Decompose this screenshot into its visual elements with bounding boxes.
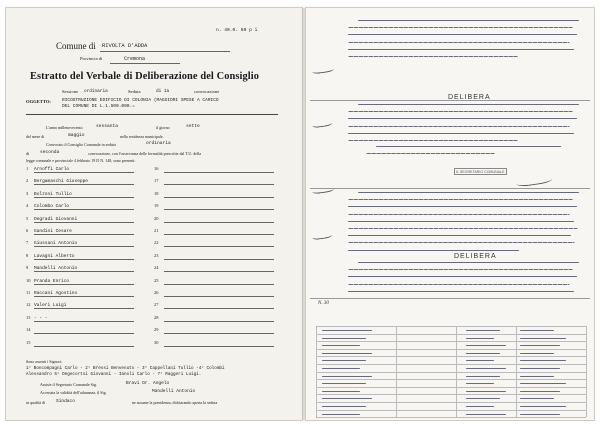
handwritten-line	[358, 104, 579, 105]
table-cell-handwriting	[520, 414, 560, 415]
entry-separator	[310, 298, 590, 299]
table-cell-handwriting	[466, 414, 506, 415]
handwritten-line	[366, 153, 495, 154]
table-cell-handwriting	[322, 376, 372, 377]
table-cell-handwriting	[322, 398, 372, 399]
member-row	[26, 340, 34, 346]
printed-form-page	[6, 8, 302, 420]
handwritten-line	[348, 235, 571, 236]
table-rule	[316, 387, 586, 388]
table-cell-handwriting	[520, 376, 554, 377]
oggetto-line-2: DEL COMUNE DI L.1.500.000.=	[62, 104, 135, 109]
table-cell-handwriting	[520, 338, 566, 339]
member-number: 21	[154, 228, 159, 233]
member-number: 27	[154, 302, 159, 308]
margin-signature-4	[312, 231, 333, 241]
member-name: Pranda Enrico	[34, 278, 70, 284]
convocazione-label: convocazione	[194, 89, 220, 94]
mese-label: del mese di	[26, 134, 45, 139]
table-cell-handwriting	[520, 383, 566, 384]
member-number: 12	[26, 302, 31, 308]
handwritten-line	[348, 42, 570, 43]
table-cell-handwriting	[322, 360, 366, 361]
margin-signature-1	[312, 65, 335, 75]
table-rule	[316, 417, 586, 418]
member-name: Colombo Carlo	[34, 204, 70, 210]
handwritten-line	[348, 269, 573, 270]
handwritten-line	[348, 221, 574, 222]
handwritten-line	[348, 140, 518, 141]
comune-label: Comune di	[56, 41, 96, 51]
member-name: Degradi Giovanni	[34, 216, 78, 222]
handwritten-line	[348, 276, 577, 277]
member-name: Raccani Agostino	[34, 291, 78, 296]
handwritten-line	[348, 291, 574, 292]
table-cell-handwriting	[466, 406, 494, 407]
legge-text-2: legge comunale e provinciale 4 febbraio 1915 N. 148, sono presenti:	[26, 158, 136, 163]
assenti-line-1: 1° Boncompagni Carlo - 2° Bressi Benvenuto - 3° Cappellani Tullio -4° Colombi	[26, 366, 225, 371]
entry-separator	[310, 188, 590, 189]
member-name: Gandini Cesare	[34, 229, 72, 234]
numero-label: Accertata la validità dell'adunanza, il Sig.	[40, 390, 107, 395]
handwritten-line	[348, 126, 570, 127]
member-number: 29	[154, 327, 159, 333]
giorno-value: sette	[186, 124, 200, 129]
member-number: 15	[26, 339, 31, 345]
table-cell-handwriting	[520, 330, 554, 331]
table-cell-handwriting	[466, 368, 506, 369]
residenza-text: nella residenza municipale.	[120, 134, 164, 139]
handwritten-line	[358, 20, 579, 21]
qualita-value: Sindaco	[56, 399, 75, 404]
handwritten-line	[358, 192, 579, 193]
table-cell-handwriting	[322, 406, 366, 407]
anno-value: sessanta	[96, 124, 119, 129]
provincia-name: Cremona	[124, 56, 146, 62]
member-number: 9	[26, 265, 29, 271]
numero-value: Mandelli Antonio	[152, 389, 196, 394]
convocato-value: ordinaria	[146, 141, 171, 146]
assenti-label: Sono assenti i Signori:	[26, 359, 63, 364]
table-column-rule	[396, 326, 397, 417]
member-number: 8	[26, 252, 29, 258]
member-number: 6	[26, 228, 29, 233]
member-number: 7	[26, 240, 29, 246]
table-rule	[316, 356, 586, 357]
table-cell-handwriting	[322, 338, 366, 339]
handwritten-line	[348, 228, 578, 229]
qualita-tail: ne assume la presidenza, dichiarando aperta la seduta	[132, 400, 218, 405]
handwritten-line	[348, 27, 573, 28]
prima-value: seconda	[40, 150, 60, 155]
sessione-label: Sessione	[62, 89, 79, 94]
document-title: Estratto del Verbale di Deliberazione del Consiglio	[30, 71, 260, 82]
member-number: 3	[26, 190, 29, 196]
table-cell-handwriting	[466, 353, 500, 354]
member-name: Giussani Antonio	[34, 241, 78, 247]
handwritten-line	[348, 133, 574, 134]
table-cell-handwriting	[466, 376, 500, 377]
member-number: 25	[154, 277, 159, 283]
secretary-signature	[516, 174, 553, 188]
member-name: Valeri Luigi	[34, 303, 67, 309]
member-number: 5	[26, 215, 29, 221]
anno-label: L'anno millenovecento	[46, 125, 83, 130]
oggetto-line-1: RICOSTRUZIONE EDIFICIO DI COLONIA (MAGGIORI SPESE A CARICO	[62, 98, 219, 103]
table-cell-handwriting	[466, 383, 494, 384]
table-cell-handwriting	[520, 406, 566, 407]
table-cell-handwriting	[520, 398, 554, 399]
handwritten-line	[348, 34, 577, 35]
section-number: N. 30	[318, 301, 329, 306]
convocato-text: Convocato il Consiglio Comunale in seduta	[46, 142, 116, 147]
member-number: 1	[26, 166, 29, 171]
member-number: 19	[154, 203, 159, 209]
table-cell-handwriting	[520, 353, 554, 354]
table-cell-handwriting	[520, 345, 560, 346]
member-number: 28	[154, 314, 159, 320]
table-cell-handwriting	[322, 391, 360, 392]
handwritten-line	[348, 199, 573, 200]
handwritten-line	[358, 262, 579, 263]
member-number: 16	[154, 166, 159, 171]
member-number: 4	[26, 203, 29, 209]
table-rule	[316, 402, 586, 403]
table-cell-handwriting	[322, 330, 372, 331]
oggetto-label: OGGETTO:	[26, 99, 51, 104]
member-name: Bergamaschi Giuseppe	[34, 179, 89, 185]
segretario-value: Bravi Dr. Angelo	[126, 381, 170, 386]
table-cell-handwriting	[466, 391, 506, 392]
member-number: 23	[154, 252, 159, 258]
table-column-rule	[456, 326, 457, 417]
table-column-rule	[316, 326, 317, 417]
assenti-line-2: Alessandro 5° Degecortsi Giovanni - Ianoli Carlo - 7° Raggeri Luigi.	[26, 372, 202, 377]
table-cell-handwriting	[322, 383, 366, 384]
member-name: Bolzoni Tullio	[34, 191, 72, 197]
handwritten-line	[348, 214, 570, 215]
member-name: Lavagni Alberto	[34, 253, 75, 259]
table-rule	[316, 334, 586, 335]
member-row	[26, 327, 34, 333]
provincia-label: Provincia di	[80, 56, 103, 61]
table-cell-handwriting	[322, 414, 360, 415]
qualita-label: in qualità di	[26, 400, 46, 405]
table-column-rule	[516, 326, 517, 417]
table-cell-handwriting	[322, 368, 360, 369]
margin-signature-2	[312, 119, 333, 129]
table-cell-handwriting	[520, 360, 566, 361]
sessione-value: ordinaria	[84, 89, 108, 94]
member-number: 24	[154, 265, 159, 271]
member-number: 26	[154, 290, 159, 295]
handwritten-page	[306, 8, 594, 420]
table-rule	[316, 364, 586, 365]
margin-signature-3	[312, 185, 335, 195]
handwritten-line	[376, 146, 561, 147]
member-name: Mandelli Antonio	[34, 266, 78, 272]
member-name: Arnoffi Carlo	[34, 167, 70, 172]
table-cell-handwriting	[466, 360, 494, 361]
table-cell-handwriting	[520, 391, 560, 392]
table-rule	[316, 341, 586, 342]
table-rule	[316, 372, 586, 373]
table-cell-handwriting	[322, 345, 360, 346]
handwritten-line	[348, 56, 518, 57]
handwritten-line	[348, 49, 574, 50]
prima-label: di	[26, 151, 30, 156]
seduta-label: Seduta	[128, 89, 141, 94]
member-name: - - -	[34, 315, 48, 321]
table-rule	[316, 394, 586, 395]
handwritten-line	[348, 206, 577, 207]
delibera-heading-1: DELIBERA	[448, 94, 491, 101]
member-number: 20	[154, 215, 159, 221]
member-number: 10	[26, 277, 31, 283]
handwritten-line	[348, 242, 575, 243]
table-rule	[316, 326, 586, 327]
member-number: 18	[154, 190, 159, 196]
member-number: 14	[26, 327, 31, 333]
segretario-label: Assiste il Segretario Comunale Sig.	[40, 382, 97, 387]
member-number: 30	[154, 339, 159, 345]
table-cell-handwriting	[520, 368, 560, 369]
member-number: 13	[26, 314, 31, 320]
giorno-label: il giorno	[156, 125, 170, 130]
table-cell-handwriting	[466, 338, 494, 339]
table-cell-handwriting	[466, 398, 500, 399]
table-cell-handwriting	[466, 330, 500, 331]
member-number: 22	[154, 240, 159, 246]
delibera-heading-2: DELIBERA	[454, 253, 497, 260]
seduta-value: di 1a	[156, 89, 170, 94]
table-rule	[316, 410, 586, 411]
handwritten-line	[348, 118, 577, 119]
mese-value: maggio	[68, 133, 85, 138]
table-column-rule	[586, 326, 587, 417]
table-cell-handwriting	[322, 353, 372, 354]
secretary-stamp: IL SEGRETARIO COMUNALE	[456, 169, 505, 174]
member-number: 17	[154, 178, 159, 184]
table-cell-handwriting	[466, 345, 506, 346]
handwritten-line	[348, 111, 573, 112]
member-number: 11	[26, 290, 31, 295]
reference-number: n. 40.0. 60 p i	[216, 28, 258, 33]
legge-text-1: convocazione, con l'osservanza delle formalità prescritte dal T.U. della	[88, 151, 202, 156]
handwritten-line	[348, 250, 519, 251]
handwritten-line	[348, 284, 570, 285]
table-rule	[316, 349, 586, 350]
member-number: 2	[26, 178, 29, 184]
comune-name: RIVOLTA D'ADDA	[102, 43, 148, 49]
table-rule	[316, 379, 586, 380]
